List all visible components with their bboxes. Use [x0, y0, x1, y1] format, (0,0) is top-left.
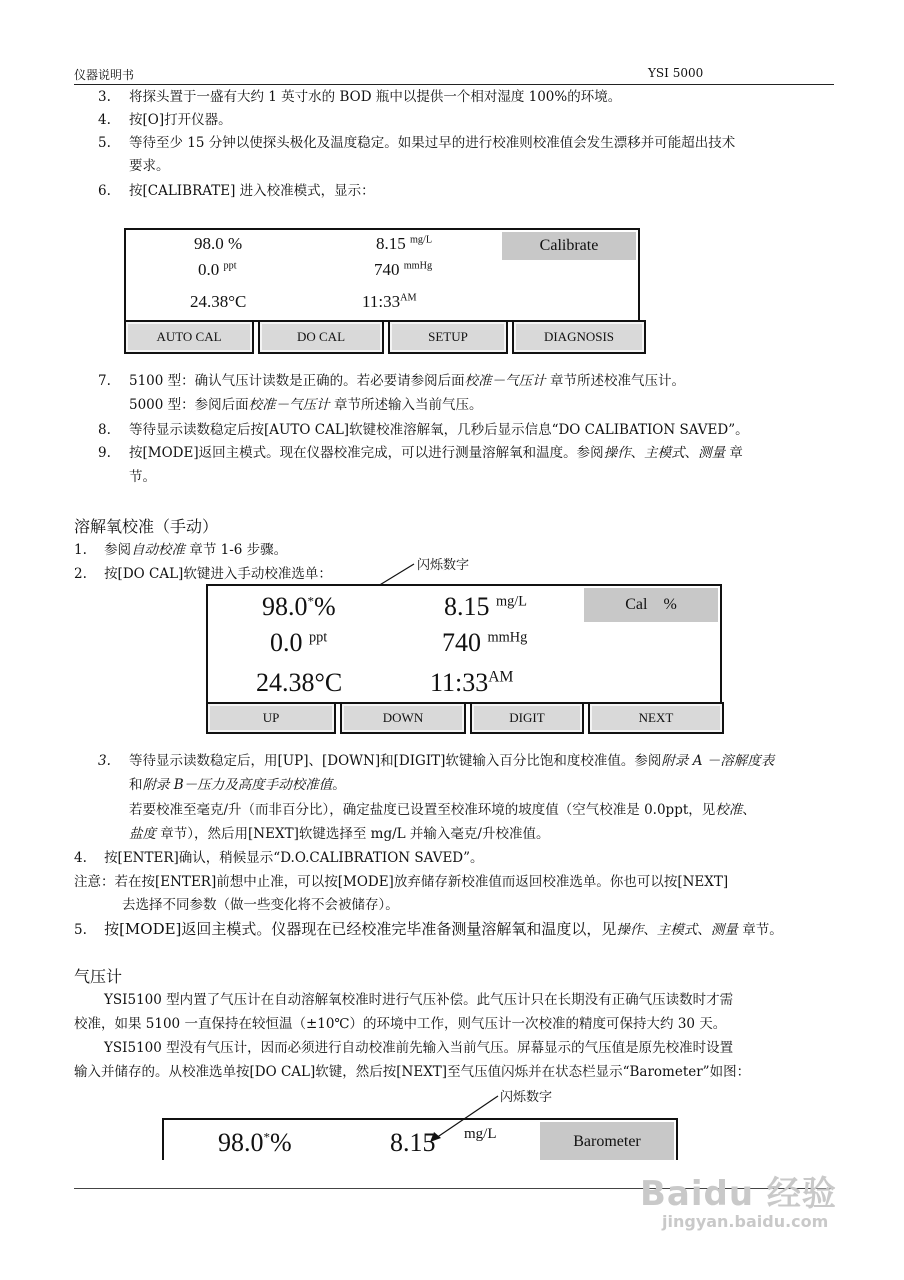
list-item: 要求。: [129, 158, 170, 174]
barometer-display: [162, 1118, 678, 1160]
do-mgl-value: 8.15 $^{mg/L}$: [444, 592, 527, 621]
list-item: 3. 将探头置于一盛有大约 1 英寸水的 BOD 瓶中以提供一个相对湿度 100%的环境。: [98, 89, 622, 105]
list-item: 2. 按[DO CAL]软键进入手动校准选单：: [74, 566, 332, 582]
time-value: $11:33^{AM}$: [430, 668, 514, 697]
do-mgl-unit: mg/L: [464, 1126, 497, 1142]
section-title-barometer: 气压计: [74, 967, 123, 986]
paragraph: YSI5100 型没有气压计，因而必须进行自动校准前先输入当前气压。屏幕显示的气压值是原先校准时设置: [104, 1040, 734, 1056]
list-item: 5. 按[MODE]返回主模式。仪器现在已经校准完毕准备测量溶解氧和温度以，见操作、主模式、测量 章节。: [74, 920, 783, 938]
calibrate-display: [124, 228, 640, 322]
setup-button[interactable]: SETUP: [388, 320, 508, 354]
manual-cal-display: [206, 584, 722, 704]
list-item: 4. 按[ENTER]确认，稍候显示“D.O.CALIBRATION SAVED”。: [74, 850, 484, 866]
note-continued: 去选择不同参数（做一些变化将不会被储存）。: [122, 897, 399, 913]
status-badge: Cal %: [584, 588, 718, 622]
softkey-bar: [124, 320, 646, 354]
list-item: 6. 按[CALIBRATE] 进入校准模式，显示：: [98, 183, 375, 199]
blink-label: 闪烁数字: [417, 558, 470, 573]
do-percent-value: 98.0*%: [262, 592, 336, 621]
auto-cal-button[interactable]: AUTO CAL: [124, 320, 254, 354]
paragraph: 校准，如果 5100 一直保持在较恒温（±10℃）的环境中工作，则气压计一次校准的精度可保持大约 30 天。: [74, 1016, 727, 1032]
list-item: 5. 等待至少 15 分钟以使探头极化及温度稳定。如果过早的进行校准则校准值会发生漂移并可能超出技术: [98, 135, 736, 151]
time-value: $11:33^{AM}$: [362, 292, 417, 311]
header-right: YSI 5000: [648, 66, 704, 80]
down-button[interactable]: DOWN: [340, 702, 466, 734]
list-item: 1. 参阅自动校准 章节 1-6 步骤。: [74, 542, 288, 558]
watermark-url: jingyan.baidu.com: [662, 1212, 829, 1231]
do-cal-button[interactable]: DO CAL: [258, 320, 384, 354]
do-percent-value: 98.0 %: [194, 234, 243, 253]
header-rule: [74, 84, 834, 85]
blink-label: 闪烁数字: [500, 1090, 553, 1105]
diagnosis-button[interactable]: DIAGNOSIS: [512, 320, 646, 354]
status-badge: Calibrate: [502, 232, 636, 260]
paragraph: YSI5100 型内置了气压计在自动溶解氧校准时进行气压补偿。此气压计只在长期没有正确气压读数时才需: [104, 992, 734, 1008]
do-percent-value: 98.0*%: [218, 1128, 292, 1157]
salinity-value: 0.0 $^{ppt}$: [270, 628, 328, 657]
salinity-value: 0.0 $^{ppt}$: [198, 260, 237, 279]
status-badge: Barometer: [540, 1122, 674, 1160]
note: 注意：若在按[ENTER]前想中止准，可以按[MODE]放弃储存新校准值而返回校准选单。你也可以按[NEXT]: [74, 874, 729, 890]
pressure-value: 740 $^{mmHg}$: [442, 628, 528, 657]
watermark-logo: Baidu 经验: [640, 1174, 837, 1214]
do-mgl-value: 8.15 $^{mg/L}$: [376, 234, 433, 253]
paragraph: 输入并储存的。从校准选单按[DO CAL]软键，然后按[NEXT]至气压值闪烁并在状态栏显示“Barometer”如图：: [74, 1064, 751, 1080]
temperature-value: 24.38°C: [256, 668, 343, 697]
softkey-bar: [206, 702, 724, 734]
header-left: 仪器说明书: [74, 68, 135, 82]
do-mgl-value: 8.15: [390, 1128, 436, 1157]
list-item: 4. 按[O]打开仪器。: [98, 112, 232, 128]
next-button[interactable]: NEXT: [588, 702, 724, 734]
up-button[interactable]: UP: [206, 702, 336, 734]
digit-button[interactable]: DIGIT: [470, 702, 584, 734]
section-title-manual: 溶解氧校准（手动）: [74, 517, 219, 536]
pressure-value: 740 $^{mmHg}$: [374, 260, 433, 279]
temperature-value: 24.38°C: [190, 292, 247, 311]
